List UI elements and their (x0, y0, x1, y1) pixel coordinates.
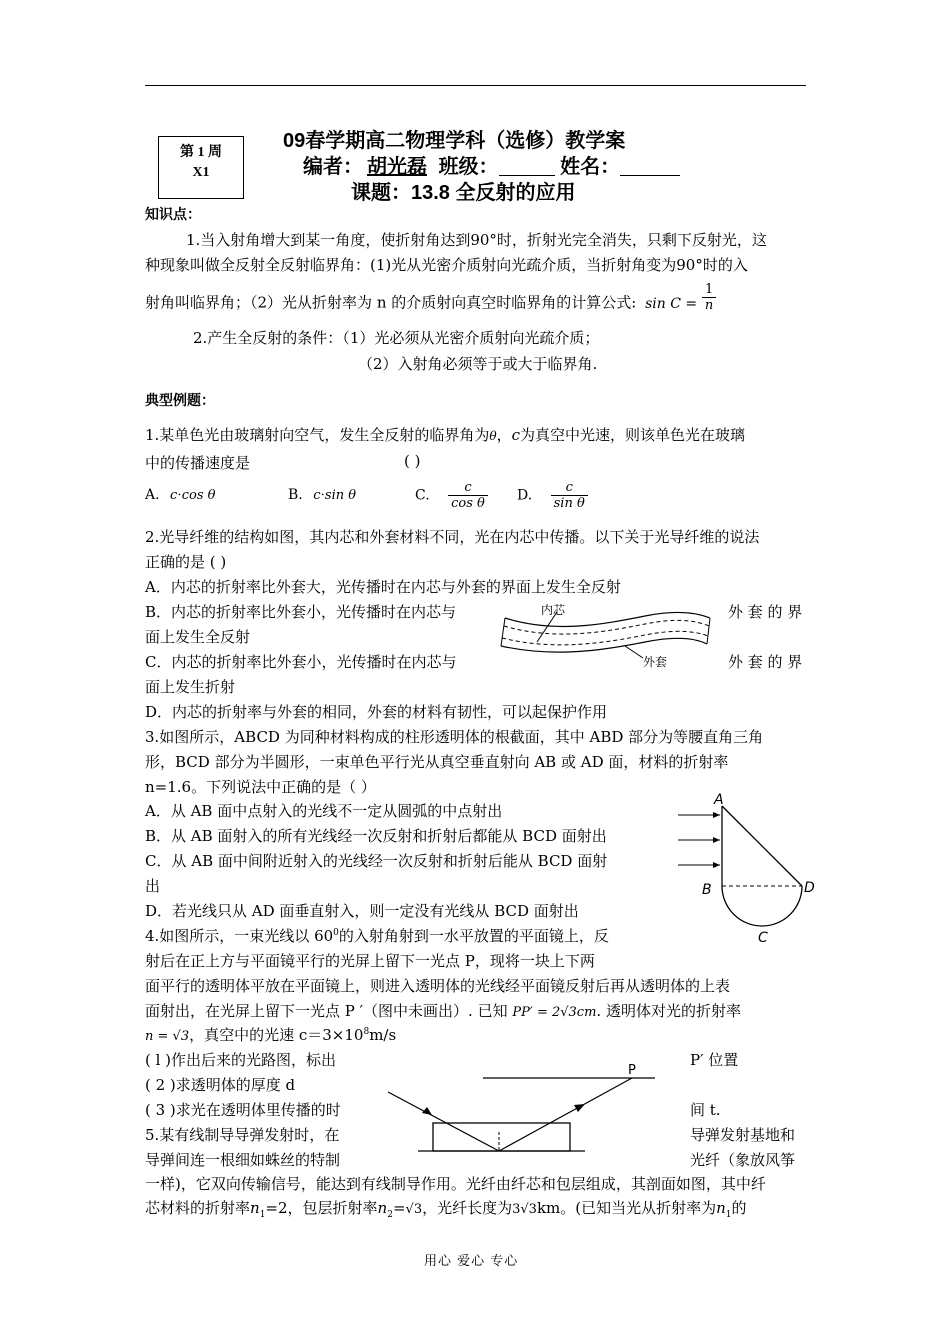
q5-length: 3√3 (512, 1202, 537, 1217)
formula-fraction (702, 282, 716, 313)
q2-option-c-line1: C．内芯的折射率比外套小，光传播时在内芯与 (145, 653, 457, 671)
prism-diagram (672, 790, 822, 950)
ray-arrowhead-3 (713, 862, 720, 868)
knowledge-p1-line3-text: 射角叫临界角；（2）光从折射率为 n 的介质射向真空时临界角的计算公式: (145, 293, 637, 312)
fiber-diagram (495, 596, 720, 676)
core-label: 内芯 (541, 603, 566, 617)
jacket-label: 外套 (643, 655, 668, 669)
q2-option-b-line1: B．内芯的折射率比外套小，光传播时在内芯与 (145, 603, 457, 621)
q4-line5-text-b: m/s (369, 1026, 397, 1044)
q2-option-c-line2: 面上发生折射 (145, 678, 236, 696)
name-label: 姓名： (560, 156, 621, 178)
q4-line4 (145, 1000, 741, 1021)
reflected-ray (499, 1078, 632, 1151)
incident-ray (388, 1092, 499, 1151)
q5-sqrt3: √3 (405, 1202, 423, 1217)
knowledge-p1-line1: 1.当入射角增大到某一角度，使折射角达到90°时，折射光完全消失，只剩下反射光，这 (186, 231, 767, 249)
examples-heading: 典型例题： (145, 393, 215, 409)
ray-arrowhead-1 (713, 812, 720, 818)
class-blank[interactable] (499, 157, 555, 176)
q4-exponent: 8 (363, 1027, 370, 1037)
editor-label: 编者： (303, 156, 363, 178)
q4-sub3: ( 3 )求光在透明体里传播的时 (145, 1101, 341, 1119)
week-code: X1 (192, 165, 210, 180)
q4-sub1-end: P′ 位置 (690, 1051, 739, 1069)
q1-theta: θ (489, 429, 497, 443)
formula-lhs: sin C = (645, 295, 698, 312)
q4-text-a: 4.如图所示，一束光线以 60 (145, 927, 334, 945)
q4-line5 (145, 1024, 396, 1045)
vertex-c-label: C (758, 930, 768, 946)
prism-arc-bcd (722, 886, 802, 926)
knowledge-p2-line1: 2.产生全反射的条件：（1）光必须从光密介质射向光疏介质； (193, 329, 600, 347)
q5-text-c: = (392, 1199, 406, 1217)
q1-option-d (517, 480, 588, 511)
q1-option-d-num: c (551, 480, 588, 496)
vertex-b-label: B (702, 882, 712, 898)
jacket-pointer (625, 646, 643, 658)
formula-den: n (704, 298, 714, 313)
q2-option-a: A．内芯的折射率比外套大，光传播时在内芯与外套的界面上发生全反射 (145, 578, 621, 596)
q5-n1: n (250, 1199, 260, 1217)
fiber-end-right (707, 618, 710, 644)
q5-text-d: ，光纤长度为 (422, 1199, 513, 1217)
q5-text-a: 芯材料的折射率 (145, 1199, 251, 1217)
q1-option-c-den: cos θ (451, 496, 485, 511)
q4-line2: 射后在正上方与平面镜平行的光屏上留下一光点 P，现将一块上下两 (145, 952, 595, 970)
q4-line1 (145, 925, 609, 946)
q5-line2-end: 光纤（象放风筝 (690, 1151, 796, 1169)
q4-text-b: 的入射角射到一水平放置的平面镜上，反 (338, 927, 609, 945)
point-p-label: P (628, 1063, 636, 1078)
formula-num: 1 (702, 282, 716, 298)
q2-line1: 2.光导纤维的结构如图，其内芯和外套材料不同，光在内芯中传播。以下关于光导纤维的说法 (145, 528, 760, 546)
q1-option-c (415, 480, 488, 511)
q1-answer-paren: ( ) (404, 452, 421, 470)
q4-formula-n: n = √3 (145, 1029, 190, 1044)
top-rule (145, 85, 806, 86)
q4-sub2: ( 2 )求透明体的厚度 d (145, 1076, 296, 1094)
q1-option-a-value: c⋅cos θ (170, 488, 216, 503)
mirror-diagram (380, 1060, 670, 1160)
prism-edge-ad (722, 806, 802, 886)
q4-line3: 面平行的透明体平放在平面镜上，则进入透明体的光线经平面镜反射后再从透明体的上表 (145, 977, 731, 995)
q1-option-b-value: c⋅sin θ (313, 488, 357, 503)
q1-line1 (145, 424, 745, 445)
q3-line2: 形，BCD 部分为半圆形，一束单色平行光从真空垂直射向 AB 或 AD 面，材料的折射率 (145, 753, 729, 771)
knowledge-p1-line2: 种现象叫做全反射全反射临界角：(1)光从光密介质射向光疏介质，当折射角变为90°时的入 (145, 256, 748, 274)
fiber-outer-top (505, 612, 710, 626)
q4-sub3-end: 间 t. (690, 1101, 721, 1119)
q1-text-b: ， (496, 426, 512, 444)
q3-line3: n=1.6。下列说法中正确的是（ ） (145, 778, 376, 796)
editor-line (303, 150, 680, 179)
class-label: 班级： (438, 156, 499, 178)
q5-text-f: 的 (731, 1199, 747, 1217)
week-box (158, 136, 244, 199)
q1-option-d-label: D. (517, 487, 533, 504)
q1-text-c: 为真空中光速，则该单色光在玻璃 (519, 426, 745, 444)
q4-sub1: ( l )作出后来的光路图，标出 (145, 1051, 337, 1069)
q1-option-c-frac (448, 480, 488, 511)
q4-formula-pp: PP′ = 2√3cm (512, 1005, 597, 1020)
q1-option-c-label: C. (415, 487, 430, 504)
q1-option-d-den: sin θ (553, 496, 585, 511)
q5-n1-sub: 1 (259, 1210, 266, 1220)
knowledge-p2-line2: （2）入射角必须等于或大于临界角. (358, 355, 598, 373)
q2-line2: 正确的是 ( ) (145, 553, 227, 571)
q5-n2: n (377, 1199, 388, 1217)
fiber-outer-bottom (501, 638, 707, 652)
week-label: 第 1 周 (180, 145, 222, 160)
knowledge-p1-line3 (145, 282, 716, 319)
q5-line1-end: 导弹发射基地和 (690, 1126, 796, 1144)
q1-option-d-frac (551, 480, 588, 511)
q2-option-b-line2: 面上发生全反射 (145, 628, 251, 646)
q1-option-a-label: A. (145, 487, 160, 503)
q1-c: c (511, 426, 520, 444)
q3-option-d: D．若光线只从 AD 面垂直射入，则一定没有光线从 BCD 面射出 (145, 902, 579, 920)
q3-option-c-line2: 出 (145, 877, 161, 895)
q4-line4-text-b: . 透明体对光的折射率 (596, 1002, 741, 1020)
q1-line2: 中的传播速度是 (145, 454, 251, 472)
q4-line5-text-a: ，真空中的光速 c＝3×10 (189, 1026, 364, 1044)
name-blank[interactable] (620, 157, 680, 176)
fiber-end-left (501, 618, 505, 646)
q5-text-e: km。(已知当光从折射率为 (536, 1199, 717, 1217)
q5-n2-sub: 2 (387, 1210, 393, 1220)
q1-option-b-label: B. (288, 487, 303, 503)
q5-line4 (145, 1197, 747, 1220)
q5-line3: 一样)，它双向传输信号，能达到有线制导作用。光纤由纤芯和包层组成，其剖面如图，其中纤 (145, 1175, 766, 1193)
q4-line4-text-a: 面射出，在光屏上留下一光点 P ′（图中未画出）. 已知 (145, 1002, 508, 1020)
q2-option-b-line1-end: 外 套 的 界 (728, 603, 803, 621)
q4-degree: 0 (333, 928, 339, 938)
q5-line2: 导弹间连一根细如蛛丝的特制 (145, 1151, 341, 1169)
editor-name: 胡光磊 (367, 156, 427, 178)
q2-option-c-line1-end: 外 套 的 界 (728, 653, 803, 671)
q1-option-a (145, 487, 215, 503)
ray-arrowhead-2 (713, 837, 720, 843)
topic: 课题：13.8 全反射的应用 (351, 182, 576, 204)
vertex-d-label: D (804, 880, 815, 896)
q5-text-b: =2，包层折射率 (265, 1199, 378, 1217)
vertex-a-label: A (714, 792, 724, 808)
reflected-arrowhead (574, 1104, 585, 1112)
knowledge-heading: 知识点： (145, 207, 201, 223)
q3-option-c-line1: C．从 AB 面中间附近射入的光线经一次反射和折射后能从 BCD 面射 (145, 852, 608, 870)
q1-option-c-num: c (448, 480, 488, 496)
q1-text-a: 1.某单色光由玻璃射向空气，发生全反射的临界角为 (145, 426, 490, 444)
page-footer: 用心 爱心 专心 (424, 1254, 519, 1269)
q3-line1: 3.如图所示，ABCD 为同种材料构成的柱形透明体的根截面，其中 ABD 部分为等腰直角三角 (145, 728, 764, 746)
q5-n1b-sub: 1 (725, 1210, 732, 1220)
q3-option-b: B．从 AB 面射入的所有光线经一次反射和折射后都能从 BCD 面射出 (145, 827, 607, 845)
q1-option-b (288, 487, 356, 503)
q5-line1: 5.某有线制导导弹发射时，在 (145, 1126, 340, 1144)
page-title: 09春学期高二物理学科（选修）教学案 (283, 130, 626, 152)
q5-n1b: n (716, 1199, 726, 1217)
q3-option-a: A．从 AB 面中点射入的光线不一定从圆弧的中点射出 (145, 802, 503, 820)
q2-option-d: D．内芯的折射率与外套的相同，外套的材料有韧性，可以起保护作用 (145, 703, 608, 721)
